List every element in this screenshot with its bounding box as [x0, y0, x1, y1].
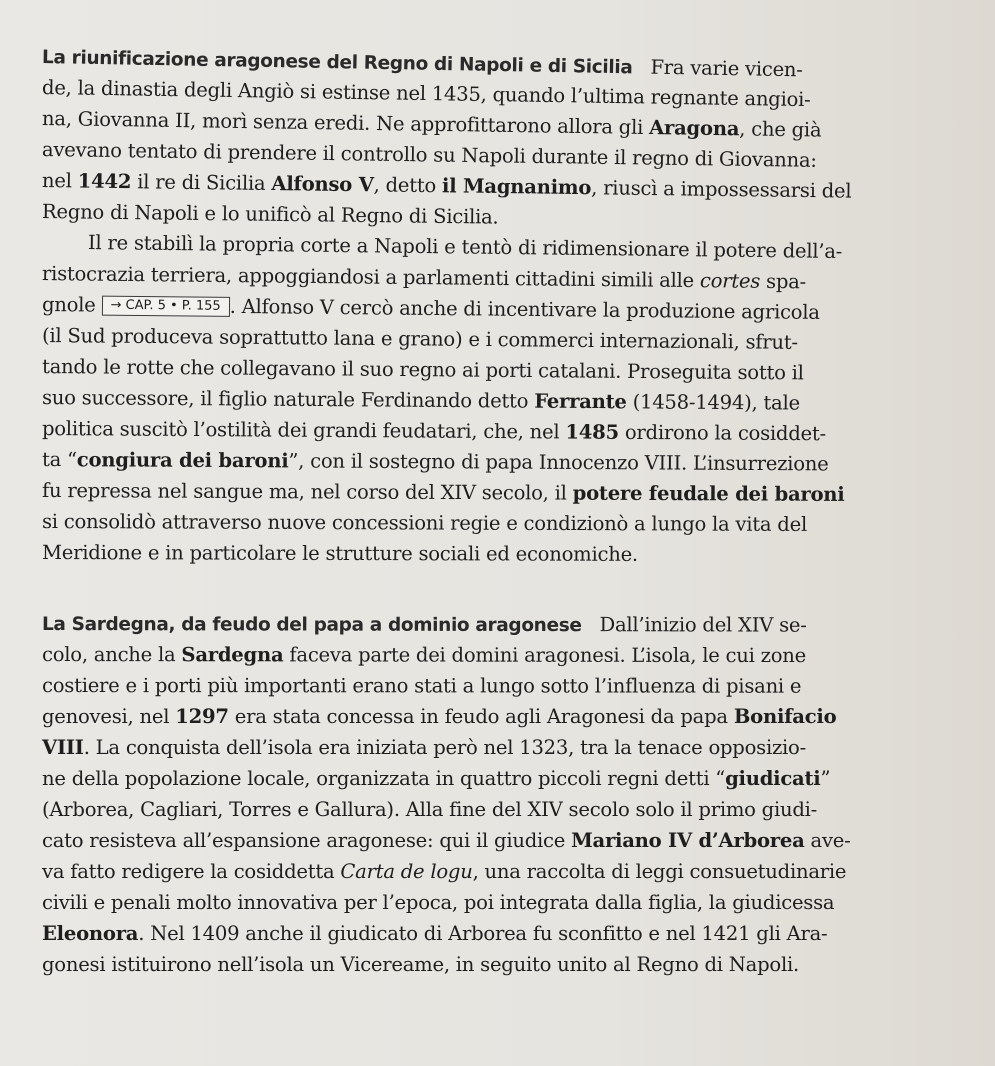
- paragraph-line: Il re stabilì la propria corte a Napoli e tentò di ridimensionare il potere dell’a-: [87, 231, 843, 263]
- paragraph-line: genovesi, nel 1297 era stata concessa in feudo agli Aragonesi da papa Bonifacio: [42, 705, 837, 728]
- paragraph-line: suo successore, il figlio naturale Ferdinando detto Ferrante (1458-1494), tale: [41, 386, 800, 415]
- paragraph-line: de, la dinastia degli Angiò si estinse nel 1435, quando l’ultima regnante angioi-: [41, 76, 811, 112]
- paragraph-line: si consolidò attraverso nuove concessioni regie e condizionò a lungo la vita del: [41, 510, 808, 536]
- paragraph-line: La Sardegna, da feudo del papa a dominio aragonese Dall’inizio del XIV se-: [41, 613, 807, 637]
- paragraph-line: VIII. La conquista dell’isola era iniziata però nel 1323, tra la tenace opposizio-: [42, 736, 806, 759]
- paragraph-line: ristocrazia terriera, appoggiandosi a parlamenti cittadini simili alle cortes spa-: [41, 262, 807, 294]
- paragraph-line: (Arborea, Cagliari, Torres e Gallura). Alla fine del XIV secolo solo il primo giudi-: [42, 798, 818, 821]
- paragraph-line: La riunificazione aragonese del Regno di Napoli e di Sicilia Fra varie vicen-: [41, 47, 803, 82]
- paragraph-line: ta “congiura dei baroni”, con il sostegno di papa Innocenzo VIII. L’insurrezione: [41, 448, 829, 476]
- paragraph-line: costiere e i porti più importanti erano stati a lungo sotto l’influenza di pisani e: [41, 674, 802, 698]
- paragraph-line: (il Sud produceva soprattutto lana e grano) e i commerci internazionali, sfrut-: [41, 324, 798, 354]
- paragraph-line: Meridione e in particolare le strutture sociali ed economiche.: [41, 541, 638, 566]
- paragraph-line: colo, anche la Sardegna faceva parte dei domini aragonesi. L’isola, le cui zone: [41, 643, 807, 668]
- paragraph-line: nel 1442 il re di Sicilia Alfonso V, detto il Magnanimo, riuscì a impossessarsi del: [41, 169, 852, 203]
- paragraph-line: fu repressa nel sangue ma, nel corso del XIV secolo, il potere feudale dei baroni: [41, 479, 845, 506]
- paragraph-line: Regno di Napoli e lo unificò al Regno di Sicilia.: [41, 200, 499, 229]
- paragraph-line: ne della popolazione locale, organizzata in quattro piccoli regni detti “giudicati”: [42, 767, 831, 790]
- paragraph-line: Eleonora. Nel 1409 anche il giudicato di Arborea fu sconfitto e nel 1421 gli Ara-: [42, 922, 828, 945]
- chapter-reference-link[interactable]: → CAP. 5 • P. 155: [101, 296, 229, 317]
- paragraph-line: va fatto redigere la cosiddetta Carta de logu, una raccolta di leggi consuetudinarie: [42, 860, 847, 883]
- paragraph-line: na, Giovanna II, morì senza eredi. Ne approfittarono allora gli Aragona, che già: [41, 107, 822, 142]
- paragraph-line: cato resisteva all’espansione aragonese: qui il giudice Mariano IV d’Arborea ave-: [42, 829, 851, 852]
- paragraph-line: civili e penali molto innovativa per l’epoca, poi integrata dalla figlia, la giudicessa: [42, 891, 835, 914]
- section-heading-sardegna: La Sardegna, da feudo del papa a dominio aragonese: [41, 614, 582, 637]
- paragraph-line: politica suscitò l’ostilità dei grandi feudatari, che, nel 1485 ordirono la cosiddet-: [41, 417, 826, 446]
- paragraph-line: avevano tentato di prendere il controllo su Napoli durante il regno di Giovanna:: [41, 138, 817, 172]
- section-heading-regno-napoli: La riunificazione aragonese del Regno di Napoli e di Sicilia: [41, 47, 633, 79]
- paragraph-line: gnole → CAP. 5 • P. 155 . Alfonso V cercò anche di incentivare la produzione agricola: [41, 293, 820, 324]
- paragraph-line: tando le rotte che collegavano il suo regno ai porti catalani. Proseguita sotto il: [41, 355, 804, 385]
- paragraph-line: gonesi istituirono nell’isola un Vicereame, in seguito unito al Regno di Napoli.: [42, 953, 799, 976]
